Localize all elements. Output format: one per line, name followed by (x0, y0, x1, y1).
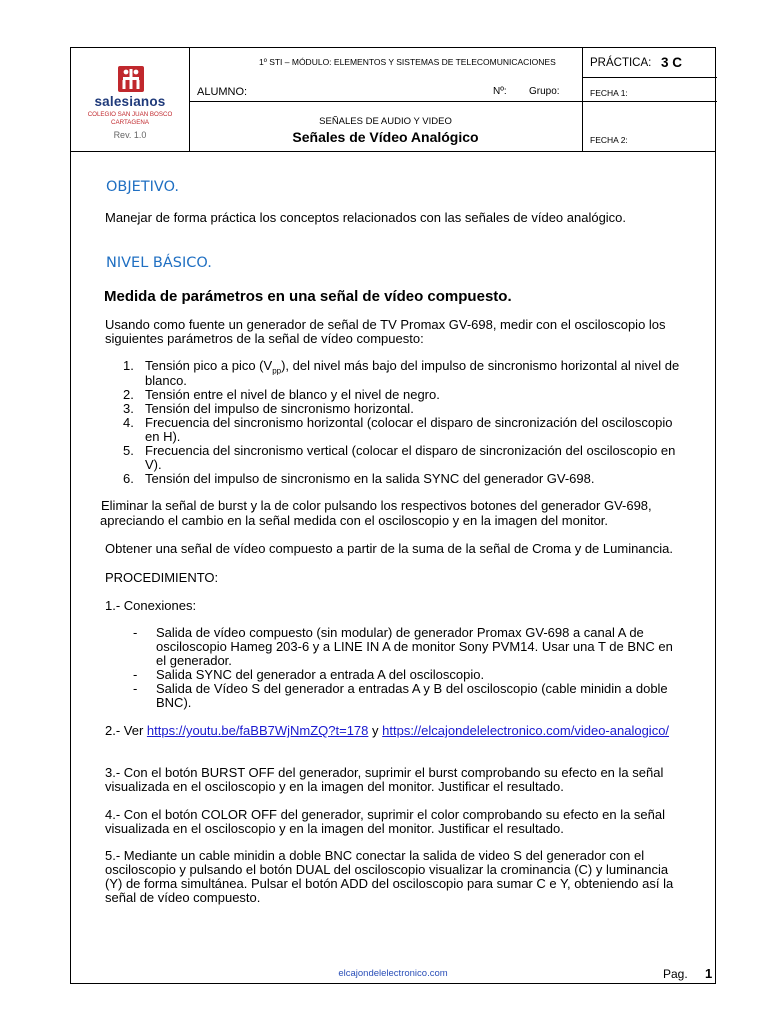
document-page (70, 47, 716, 984)
list-item: Frecuencia del sincronismo vertical (colocar el disparo de sincronización del osciloscopio en (145, 443, 676, 458)
section-subheading: Medida de parámetros en una señal de vídeo compuesto. (104, 288, 512, 305)
step5-paragraph: 5.- Mediante un cable minidin a doble BNC conectar la salida de video S del generador con el (105, 848, 645, 863)
page-number: 1 (705, 966, 713, 981)
procedimiento-heading: PROCEDIMIENTO: (105, 570, 219, 585)
list-item: Frecuencia del sincronismo horizontal (colocar el disparo de sincronización del osciloscopio (145, 415, 673, 430)
logo-school-line: CARTAGENA (111, 118, 149, 126)
step3-paragraph: 3.- Con el botón BURST OFF del generador, suprimir el burst comprobando su efecto en la señal (105, 765, 664, 780)
step3-paragraph: visualizada en el osciloscopio y en la imagen del monitor. Justificar el resultado. (105, 779, 564, 794)
header-divider (582, 77, 717, 78)
logo-school-line: COLEGIO SAN JUAN BOSCO (87, 111, 173, 118)
list-item (145, 359, 679, 379)
youtube-link[interactable]: https://youtu.be/faBB7WjNmZQ?t=178 (146, 723, 369, 738)
step5-paragraph: (Y) de forma simultánea. Pulsar el botón ADD del osciloscopio para sumar C e Y, obteniendo así la (105, 876, 674, 891)
header-divider (582, 48, 583, 151)
list-number: 6. (123, 471, 134, 486)
ver-mid: y (368, 723, 383, 738)
obtener-paragraph: Obtener una señal de vídeo compuesto a partir de la suma de la señal de Croma y de Luminancia. (105, 541, 674, 556)
nivel-heading: NIVEL BÁSICO. (106, 255, 212, 271)
list-number: 4. (123, 415, 134, 430)
list-number: 2. (123, 387, 134, 402)
logo-school (71, 111, 189, 126)
conexiones-heading: 1.- Conexiones: (105, 598, 197, 613)
header-table (71, 48, 715, 152)
subtitle: SEÑALES DE AUDIO Y VIDEO (319, 116, 452, 127)
header-divider (189, 101, 582, 102)
bullet-dash: - (133, 667, 138, 682)
intro-line: Usando como fuente un generador de señal de TV Promax GV-698, medir con el osciloscopio los (105, 317, 666, 332)
bullet-item: Salida de vídeo compuesto (sin modular) de generador Promax GV-698 a canal A de (156, 625, 644, 640)
practica-label: PRÁCTICA: (590, 57, 652, 69)
ver-prefix: 2.- Ver (105, 723, 147, 738)
list-item-text: ), del nivel más bajo del impulso de sincronismo horizontal al nivel de (281, 358, 680, 373)
fecha1-label: FECHA 1: (590, 88, 628, 98)
page-label: Pag. (663, 967, 688, 981)
bullet-item-continuation: osciloscopio Hameg 203-6 y a LINE IN A de monitor Sony PVM14. Usar una T de BNC en (156, 639, 673, 654)
intro-line: siguientes parámetros de la señal de vídeo compuesto: (105, 331, 424, 346)
objetivo-heading: OBJETIVO. (106, 179, 180, 195)
list-item-text: Tensión pico a pico (V (145, 358, 273, 373)
burst-paragraph: apreciando el cambio en la señal medida con el osciloscopio y en la imagen del monitor. (100, 513, 609, 528)
list-item-continuation: en H). (145, 429, 181, 444)
ver-paragraph (105, 724, 669, 738)
footer-site: elcajondelelectronico.com (338, 968, 448, 979)
list-number: 3. (123, 401, 134, 416)
bullet-item: Salida SYNC del generador a entrada A del osciloscopio. (156, 667, 485, 682)
logo-name: salesianos (94, 94, 166, 109)
list-number: 5. (123, 443, 134, 458)
step4-paragraph: 4.- Con el botón COLOR OFF del generador, suprimir el color comprobando su efecto en la señal (105, 807, 666, 822)
salesianos-logo (71, 48, 189, 151)
objetivo-text: Manejar de forma práctica los conceptos relacionados con las señales de vídeo analógico. (105, 210, 627, 225)
elcajon-link[interactable]: https://elcajondelelectronico.com/video-analogico/ (382, 723, 670, 738)
bullet-item: Salida de Vídeo S del generador a entradas A y B del osciloscopio (cable minidin a doble (156, 681, 668, 696)
list-item-continuation: V). (145, 457, 162, 472)
page-title: Señales de Vídeo Analógico (292, 129, 479, 145)
revision-label: Rev. 1.0 (113, 130, 147, 140)
module-label: 1º STI – MÓDULO: ELEMENTOS Y SISTEMAS DE TELECOMUNICACIONES (259, 57, 556, 67)
list-item-continuation: blanco. (145, 373, 187, 388)
burst-paragraph: Eliminar la señal de burst y la de color pulsando los respectivos botones del generador GV-698, (101, 498, 652, 513)
list-item: Tensión del impulso de sincronismo horizontal. (145, 401, 414, 416)
alumno-label: ALUMNO: (197, 86, 248, 98)
step5-paragraph: señal de vídeo compuesto. (105, 890, 261, 905)
step4-paragraph: visualizada en el osciloscopio y en la imagen del monitor. Justificar el resultado. (105, 821, 564, 836)
list-item: Tensión del impulso de sincronismo en la salida SYNC del generador GV-698. (145, 471, 595, 486)
fecha2-label: FECHA 2: (590, 135, 628, 145)
bullet-item-continuation: BNC). (156, 695, 192, 710)
bullet-dash: - (133, 625, 138, 640)
step5-paragraph: osciloscopio y pulsando el botón DUAL del osciloscopio visualizar la crominancia (C) y luminancia (105, 862, 669, 877)
numero-label: Nº: (493, 86, 507, 97)
bullet-item-continuation: el generador. (156, 653, 232, 668)
header-divider (582, 101, 717, 102)
list-item: Tensión entre el nivel de blanco y el nivel de negro. (145, 387, 440, 402)
salesianos-logo-icon (118, 66, 144, 92)
list-item-subscript: pp (272, 366, 282, 376)
grupo-label: Grupo: (529, 86, 560, 97)
practica-value: 3 C (661, 55, 683, 70)
bullet-dash: - (133, 681, 138, 696)
list-number: 1. (123, 358, 134, 373)
